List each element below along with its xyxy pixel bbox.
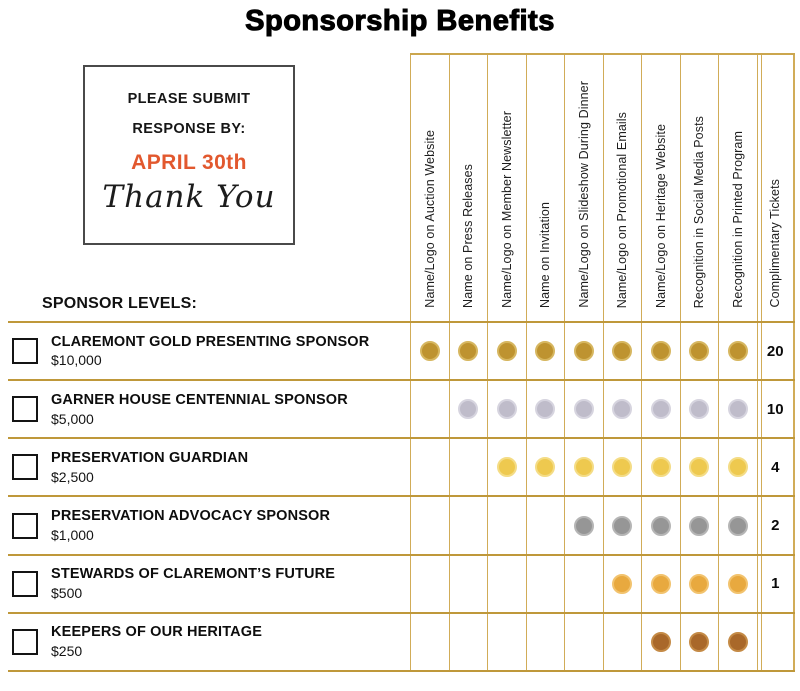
sponsor-level-amount: $2,500 (51, 468, 94, 485)
sponsor-level-amount: $10,000 (51, 352, 102, 369)
benefit-cell (410, 497, 449, 553)
column-header-label: Name on Invitation (538, 201, 553, 308)
sponsor-text (51, 508, 330, 543)
benefit-dot (612, 516, 632, 536)
benefit-dot (612, 341, 632, 361)
benefit-dot (497, 457, 517, 477)
tickets-cell (757, 497, 796, 553)
benefit-dot (728, 516, 748, 536)
benefit-dots-grid (410, 381, 795, 437)
sponsor-level-name: KEEPERS OF OUR HERITAGE (51, 624, 263, 641)
table-row (8, 381, 795, 439)
benefit-dot (651, 399, 671, 419)
benefit-cell (564, 497, 603, 553)
benefit-cell (487, 497, 526, 553)
tickets-cell (757, 556, 796, 612)
benefit-cell (487, 439, 526, 495)
benefit-dot (612, 399, 632, 419)
benefit-cell (449, 614, 488, 670)
benefit-dots-grid (410, 439, 795, 495)
benefit-dot (689, 457, 709, 477)
column-header-2 (487, 55, 526, 321)
tickets-cell (757, 381, 796, 437)
column-header-label: Recognition in Printed Program (730, 131, 745, 308)
benefit-cell (718, 323, 757, 379)
submit-line-1: PLEASE SUBMIT (127, 91, 251, 107)
benefit-dot (651, 574, 671, 594)
benefit-cell (487, 556, 526, 612)
column-header-5 (603, 55, 642, 321)
benefit-cell (526, 439, 565, 495)
sponsor-checkbox[interactable] (12, 571, 38, 597)
sponsor-label-cell (8, 497, 410, 553)
column-header-1 (449, 55, 488, 321)
benefits-column-headers (410, 53, 795, 321)
tickets-count: 4 (771, 458, 780, 476)
table-row (8, 497, 795, 555)
benefit-cell (718, 497, 757, 553)
benefit-cell (410, 439, 449, 495)
benefit-dot (497, 399, 517, 419)
sponsor-checkbox[interactable] (12, 513, 38, 539)
benefits-table (8, 53, 795, 672)
benefit-cell (603, 556, 642, 612)
benefit-cell (680, 497, 719, 553)
benefit-cell (564, 323, 603, 379)
column-header-label: Name on Press Releases (461, 164, 476, 308)
benefit-cell (718, 556, 757, 612)
tickets-cell (757, 323, 796, 379)
sponsor-label-cell (8, 556, 410, 612)
benefit-cell (487, 323, 526, 379)
benefit-dot (689, 574, 709, 594)
sponsor-level-amount: $250 (51, 643, 83, 660)
benefit-cell (641, 323, 680, 379)
benefit-cell (680, 381, 719, 437)
table-row (8, 614, 795, 672)
benefit-dot (728, 341, 748, 361)
sponsor-checkbox[interactable] (12, 338, 38, 364)
benefit-cell (410, 614, 449, 670)
benefit-cell (680, 556, 719, 612)
benefit-cell (718, 614, 757, 670)
sponsor-checkbox[interactable] (12, 454, 38, 480)
table-row (8, 556, 795, 614)
benefit-cell (603, 497, 642, 553)
benefit-dot (689, 341, 709, 361)
column-header-9 (757, 55, 796, 321)
sponsor-text (51, 392, 348, 427)
column-header-label: Name/Logo on Heritage Website (653, 123, 668, 308)
column-header-label: Complimentary Tickets (768, 179, 783, 308)
sponsor-label-cell (8, 381, 410, 437)
benefit-cell (603, 381, 642, 437)
benefit-dot (612, 574, 632, 594)
benefit-cell (641, 497, 680, 553)
benefit-dot (651, 632, 671, 652)
benefit-cell (449, 381, 488, 437)
benefit-cell (449, 497, 488, 553)
benefit-dot (535, 341, 555, 361)
sponsor-label-cell (8, 323, 410, 379)
column-header-label: Name/Logo on Promotional Emails (615, 111, 630, 308)
table-header-row (8, 53, 795, 323)
benefit-cell (641, 439, 680, 495)
benefit-cell (526, 614, 565, 670)
benefit-cell (603, 323, 642, 379)
submit-deadline-date: APRIL 30th (131, 151, 247, 174)
sponsor-level-name: PRESERVATION GUARDIAN (51, 450, 249, 466)
benefit-dot (728, 632, 748, 652)
table-row (8, 323, 795, 381)
submit-line-2: RESPONSE BY: (132, 121, 246, 137)
column-header-label: Name/Logo on Member Newsletter (499, 111, 514, 308)
tickets-cell (757, 439, 796, 495)
benefit-dot (689, 632, 709, 652)
benefit-cell (449, 556, 488, 612)
benefit-cell (680, 614, 719, 670)
benefit-dot (497, 341, 517, 361)
column-header-8 (718, 55, 757, 321)
column-header-0 (410, 55, 449, 321)
sponsor-text (51, 334, 369, 369)
benefit-cell (564, 556, 603, 612)
tickets-count: 10 (766, 400, 784, 418)
benefit-cell (526, 556, 565, 612)
benefit-cell (449, 323, 488, 379)
benefit-dot (535, 399, 555, 419)
tickets-count: 2 (771, 517, 780, 535)
page-title: Sponsorship Benefits (245, 5, 555, 37)
sponsor-levels-heading: SPONSOR LEVELS: (42, 295, 198, 312)
benefit-cell (641, 381, 680, 437)
sponsor-label-cell (8, 614, 410, 670)
benefit-cell (526, 323, 565, 379)
benefit-dot (651, 516, 671, 536)
benefit-dot (574, 516, 594, 536)
sponsor-level-amount: $1,000 (51, 526, 94, 543)
sponsor-checkbox[interactable] (12, 629, 38, 655)
benefit-cell (641, 556, 680, 612)
sponsor-text (51, 450, 248, 485)
column-header-3 (526, 55, 565, 321)
benefit-dots-grid (410, 323, 795, 379)
tickets-cell (757, 614, 796, 670)
benefit-dot (728, 574, 748, 594)
benefit-cell (410, 556, 449, 612)
sponsor-level-name: PRESERVATION ADVOCACY SPONSOR (51, 508, 331, 525)
sponsor-level-amount: $500 (51, 584, 83, 601)
column-header-4 (564, 55, 603, 321)
tickets-count: 20 (766, 342, 784, 360)
benefit-cell (526, 497, 565, 553)
table-row (8, 439, 795, 497)
benefit-dots-grid (410, 556, 795, 612)
benefit-dot (651, 341, 671, 361)
sponsor-text (51, 624, 262, 659)
benefit-dot (689, 516, 709, 536)
column-header-label: Recognition in Social Media Posts (692, 115, 707, 308)
benefit-dot (574, 399, 594, 419)
benefit-cell (718, 381, 757, 437)
sponsor-checkbox[interactable] (12, 396, 38, 422)
sponsor-text (51, 566, 335, 601)
benefit-cell (526, 381, 565, 437)
benefit-dot (458, 399, 478, 419)
sponsor-level-name: CLAREMONT GOLD PRESENTING SPONSOR (51, 333, 370, 350)
benefit-cell (603, 614, 642, 670)
column-header-7 (680, 55, 719, 321)
benefit-dots-grid (410, 497, 795, 553)
benefit-dot (651, 457, 671, 477)
tickets-count: 1 (771, 575, 780, 593)
benefit-dot (728, 399, 748, 419)
benefit-cell (410, 381, 449, 437)
benefit-cell (487, 381, 526, 437)
benefit-cell (449, 439, 488, 495)
benefit-cell (564, 381, 603, 437)
sponsor-rows (8, 323, 795, 672)
benefit-dot (728, 457, 748, 477)
column-header-label: Name/Logo on Auction Website (422, 130, 437, 308)
column-header-6 (641, 55, 680, 321)
benefit-dot (689, 399, 709, 419)
benefit-cell (680, 439, 719, 495)
benefit-cell (564, 614, 603, 670)
column-header-label: Name/Logo on Slideshow During Dinner (576, 81, 591, 308)
benefit-dot (612, 457, 632, 477)
benefit-dot (420, 341, 440, 361)
header-left-spacer (8, 53, 410, 321)
benefit-dot (574, 457, 594, 477)
sponsor-level-amount: $5,000 (51, 410, 94, 427)
thank-you-script: Thank You (102, 179, 276, 215)
benefit-cell (603, 439, 642, 495)
benefit-cell (718, 439, 757, 495)
sponsor-label-cell (8, 439, 410, 495)
benefit-cell (564, 439, 603, 495)
benefit-dots-grid (410, 614, 795, 670)
benefit-cell (641, 614, 680, 670)
benefit-cell (410, 323, 449, 379)
sponsor-level-name: STEWARDS OF CLAREMONT’S FUTURE (51, 566, 336, 583)
benefit-cell (680, 323, 719, 379)
benefit-cell (487, 614, 526, 670)
benefit-dot (535, 457, 555, 477)
sponsor-level-name: GARNER HOUSE CENTENNIAL SPONSOR (51, 391, 348, 408)
benefit-dot (574, 341, 594, 361)
benefit-dot (458, 341, 478, 361)
